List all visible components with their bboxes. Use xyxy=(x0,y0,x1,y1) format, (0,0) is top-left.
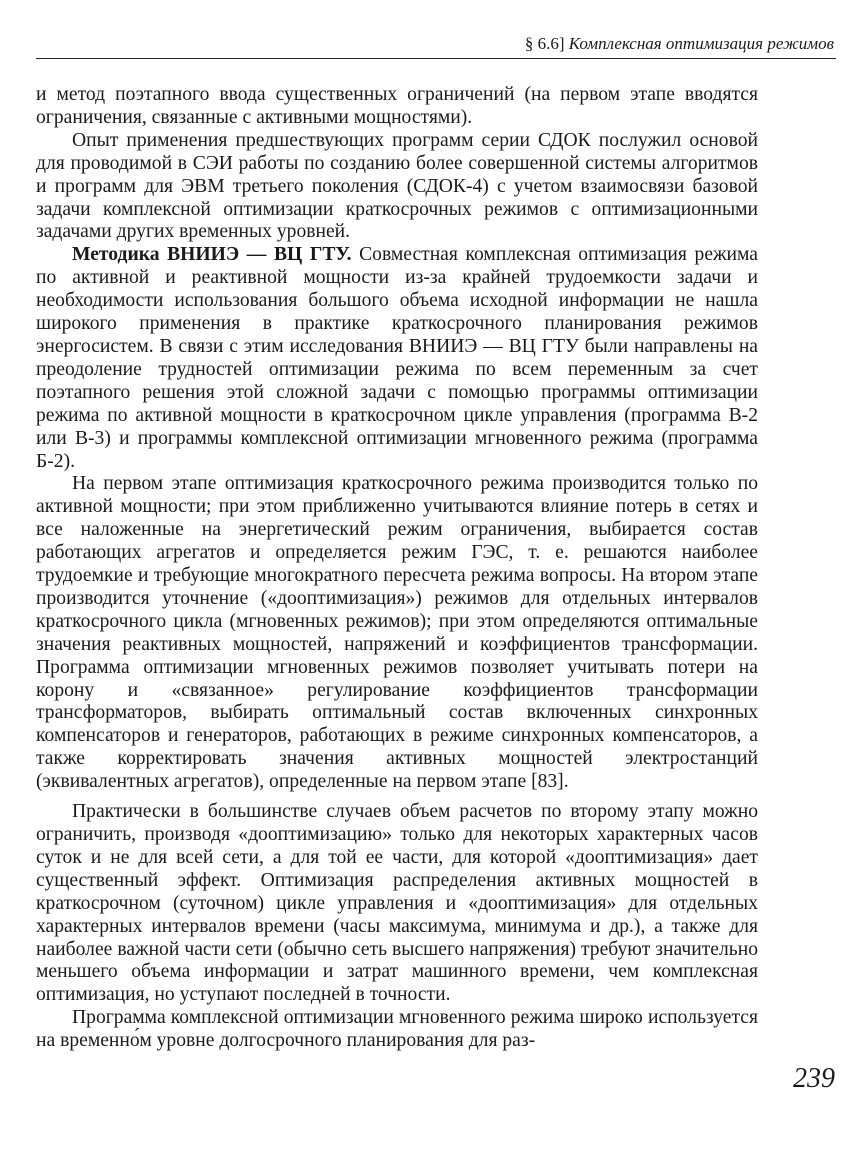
paragraph: На первом этапе оптимизация краткосрочного режима производится только по активной мощности; при этом приближенно учитываются влияние потерь в сетях и все наложенные на энергетический режим ограничения, выбирается состав работающих агрегатов и определяется режим ГЭС, т. е. решаются наиболее трудоемкие и требующие многократного пересчета режима вопросы. На втором этапе производится уточнение («дооптимизация») режимов для отдельных интервалов краткосрочного цикла (мгновенных режимов); при этом определяются оптимальные значения реактивных мощностей, напряжений и коэффициентов трансформации. Программа оптимизации мгновенных режимов позволяет учитывать потери на корону и «связанное» регулирование коэффициентов трансформации трансформаторов, выбирать оптимальный состав включенных синхронных компенсаторов и генераторов, работающих в режиме синхронных компенсаторов, а также корректировать значения активных мощностей электростанций (эквивалентных агрегатов), определенные на первом этапе [83]. xyxy=(36,473,758,793)
paragraph: Программа комплексной оптимизации мгновенного режима широко используется на временно́м уровне долгосрочного планирования для раз- xyxy=(36,1007,758,1052)
running-header-text xyxy=(525,34,834,54)
paragraph-body: Совместная комплексная оптимизация режима по активной и реактивной мощности из-за крайней трудоемкости задачи и необходимости использования большого объема исходной информации не нашла широкого применения в практике краткосрочного планирования режимов энергосистем. В связи с этим исследования ВНИИЭ — ВЦ ГТУ были направлены на преодоление трудностей оптимизации режима по всем переменным за счет поэтапного решения этой сложной задачи с помощью программы оптимизации режима по активной мощности в краткосрочном цикле управления (программа В-2 или В-3) и программы комплексной оптимизации мгновенного режима (программа Б-2). xyxy=(36,244,759,472)
section-number: § 6.6] xyxy=(524,34,565,53)
paragraph-lead-heading: Методика ВНИИЭ — ВЦ ГТУ. xyxy=(72,244,352,266)
body-text xyxy=(36,84,758,1053)
paragraph: и метод поэтапного ввода существенных ограничений (на первом этапе вводятся ограничения, связанные с активными мощностями). xyxy=(36,84,758,128)
section-title: Комплексная оптимизация режимов xyxy=(568,34,834,53)
paragraph xyxy=(36,244,758,473)
running-header xyxy=(36,30,836,59)
paragraph: Опыт применения предшествующих программ серии СДОК послужил основой для проводимой в СЭИ работы по созданию более совершенной системы алгоритмов и программ для ЭВМ третьего поколения (СДОК-4) с учетом взаимосвязи базовой задачи комплексной оптимизации краткосрочных режимов с оптимизационными задачами других временных уровней. xyxy=(36,129,758,243)
page-number: 239 xyxy=(793,1063,835,1094)
paragraph: Практически в большинстве случаев объем расчетов по второму этапу можно ограничить, производя «дооптимизацию» только для некоторых характерных часов суток и не для всей сети, а для той ее части, для которой «дооптимизация» дает существенный эффект. Оптимизация распределения активных мощностей в краткосрочном (суточном) цикле управления и «дооптимизация» для отдельных характерных интервалов времени (часы максимума, минимума и др.), а также для наиболее важной части сети (обычно сеть высшего напряжения) требуют значительно меньшего объема информации и затрат машинного времени, чем комплексная оптимизация, но уступают последней в точности. xyxy=(36,801,758,1006)
